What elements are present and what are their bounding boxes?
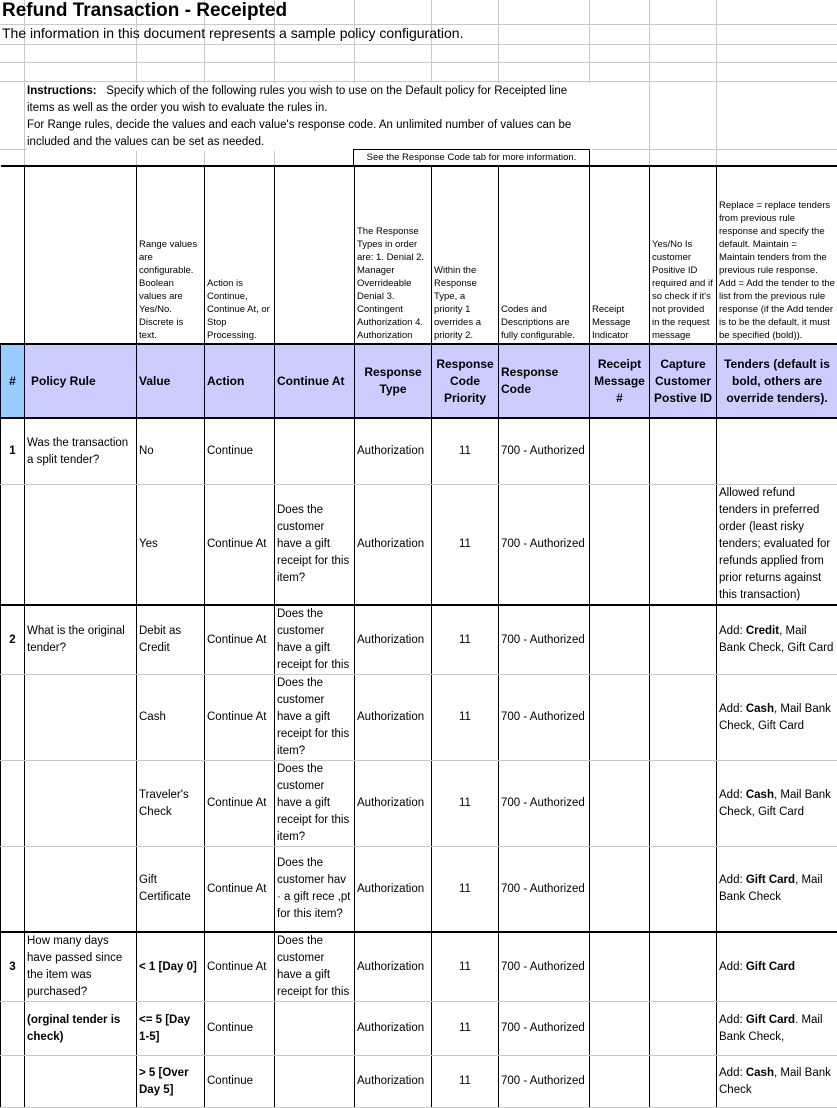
action: Continue At (205, 485, 275, 606)
capture-customer-id (650, 1056, 717, 1108)
priority: 11 (432, 418, 499, 485)
note-tenders: Replace = replace tenders from previous rule response and specify the default. Maintain = Maintain tenders from the previous rule response. Add = Add the tender to the list from the previous rule response (if the Add tender is to be the default, it must be specified (bold)). (717, 166, 837, 344)
tenders: Add: Cash, Mail Bank Check (717, 1056, 837, 1108)
tenders: Add: Gift Card, Mail Bank Check (717, 847, 837, 933)
policy-rule (25, 847, 137, 933)
action: Continue At (205, 847, 275, 933)
response-type: Authorization (355, 605, 432, 675)
value: No (137, 418, 205, 485)
table-row (1, 1002, 837, 1056)
continue-at (275, 418, 355, 485)
value: Cash (137, 675, 205, 761)
header-receipt: Receipt Message # (590, 344, 650, 418)
receipt-message (590, 675, 650, 761)
capture-customer-id (650, 485, 717, 606)
tenders (717, 418, 837, 485)
response-type: Authorization (355, 932, 432, 1002)
action: Continue (205, 1002, 275, 1056)
response-type: Authorization (355, 761, 432, 847)
table-row (1, 1056, 837, 1108)
policy-rule: How many days have passed since the item was purchased? (25, 932, 137, 1002)
response-code: 700 - Authorized (499, 1002, 590, 1056)
header-priority: Response Code Priority (432, 344, 499, 418)
tenders: Add: Cash, Mail Bank Check, Gift Card (717, 675, 837, 761)
table-row (1, 932, 837, 1002)
value: <= 5 [Day 1-5] (137, 1002, 205, 1056)
continue-at: Does the customer have a gift receipt for this item? (275, 485, 355, 606)
receipt-message (590, 1002, 650, 1056)
policy-rule (25, 675, 137, 761)
policy-rule (25, 1056, 137, 1108)
response-code: 700 - Authorized (499, 485, 590, 606)
action: Continue At (205, 932, 275, 1002)
instructions-line2: For Range rules, decide the values and each value's response code. An unlimited number of values can be included and the values can be set as needed. (27, 117, 592, 151)
response-type: Authorization (355, 418, 432, 485)
value: Gift Certificate (137, 847, 205, 933)
response-type: Authorization (355, 675, 432, 761)
value: Traveler's Check (137, 761, 205, 847)
action: Continue At (205, 605, 275, 675)
instructions (27, 83, 592, 151)
row-number (1, 847, 25, 933)
capture-customer-id (650, 932, 717, 1002)
priority: 11 (432, 485, 499, 606)
note-code: Codes and Descriptions are fully configurable. (499, 166, 590, 344)
continue-at: Does the customer have a gift receipt for this item? (275, 675, 355, 761)
response-code: 700 - Authorized (499, 675, 590, 761)
receipt-message (590, 932, 650, 1002)
receipt-message (590, 761, 650, 847)
row-number (1, 485, 25, 606)
action: Continue At (205, 761, 275, 847)
header-policy-rule: Policy Rule (25, 344, 137, 418)
table-row (1, 675, 837, 761)
value: > 5 [Over Day 5] (137, 1056, 205, 1108)
priority: 11 (432, 932, 499, 1002)
capture-customer-id (650, 847, 717, 933)
row-number (1, 761, 25, 847)
continue-at: Does the customer hav · a gift rece ,pt for this item? (275, 847, 355, 933)
table-row (1, 761, 837, 847)
policy-rule (25, 761, 137, 847)
table-row (1, 605, 837, 675)
receipt-message (590, 1056, 650, 1108)
continue-at (275, 1056, 355, 1108)
policy-table (0, 165, 837, 1108)
row-number: 1 (1, 418, 25, 485)
capture-customer-id (650, 605, 717, 675)
row-number (1, 675, 25, 761)
policy-rule (25, 485, 137, 606)
priority: 11 (432, 675, 499, 761)
response-code: 700 - Authorized (499, 605, 590, 675)
capture-customer-id (650, 418, 717, 485)
continue-at (275, 1002, 355, 1056)
header-row (1, 344, 837, 418)
response-type: Authorization (355, 847, 432, 933)
row-number: 2 (1, 605, 25, 675)
value: < 1 [Day 0] (137, 932, 205, 1002)
notes-row (1, 166, 837, 344)
response-code: 700 - Authorized (499, 1056, 590, 1108)
value: Yes (137, 485, 205, 606)
priority: 11 (432, 1002, 499, 1056)
receipt-message (590, 485, 650, 606)
action: Continue At (205, 675, 275, 761)
continue-at: Does the customer have a gift receipt for this (275, 932, 355, 1002)
response-type: Authorization (355, 1002, 432, 1056)
tenders: Add: Gift Card (717, 932, 837, 1002)
response-code-note: See the Response Code tab for more information. (353, 149, 590, 166)
capture-customer-id (650, 761, 717, 847)
capture-customer-id (650, 1002, 717, 1056)
response-code: 700 - Authorized (499, 761, 590, 847)
table-row (1, 418, 837, 485)
header-tenders: Tenders (default is bold, others are override tenders). (717, 344, 837, 418)
row-number (1, 1056, 25, 1108)
response-code: 700 - Authorized (499, 932, 590, 1002)
priority: 11 (432, 605, 499, 675)
note-receipt: Receipt Message Indicator (590, 166, 650, 344)
receipt-message (590, 605, 650, 675)
continue-at: Does the customer have a gift receipt for this (275, 605, 355, 675)
receipt-message (590, 847, 650, 933)
receipt-message (590, 418, 650, 485)
policy-rule: (orginal tender is check) (25, 1002, 137, 1056)
row-number: 3 (1, 932, 25, 1002)
response-code: 700 - Authorized (499, 847, 590, 933)
response-code: 700 - Authorized (499, 418, 590, 485)
response-type: Authorization (355, 485, 432, 606)
row-number (1, 1002, 25, 1056)
tenders: Allowed refund tenders in preferred order (least risky tenders; evaluated for refunds applied from prior returns against this transaction) (717, 485, 837, 606)
action: Continue (205, 1056, 275, 1108)
header-capture: Capture Customer Postive ID (650, 344, 717, 418)
note-capture: Yes/No Is customer Positive ID required and if so check if it's not provided in the request message (650, 166, 717, 344)
priority: 11 (432, 1056, 499, 1108)
capture-customer-id (650, 675, 717, 761)
note-response-type: The Response Types in order are: 1. Denial 2. Manager Overrideable Denial 3. Contingent Authorization 4. Authorization (355, 166, 432, 344)
response-type: Authorization (355, 1056, 432, 1108)
header-continue-at: Continue At (275, 344, 355, 418)
header-response-type: Response Type (355, 344, 432, 418)
continue-at: Does the customer have a gift receipt for this item? (275, 761, 355, 847)
instructions-label: Instructions: (27, 85, 97, 97)
priority: 11 (432, 761, 499, 847)
tenders: Add: Cash, Mail Bank Check, Gift Card (717, 761, 837, 847)
header-value: Value (137, 344, 205, 418)
header-action: Action (205, 344, 275, 418)
action: Continue (205, 418, 275, 485)
document-title: Refund Transaction - Receipted (2, 0, 287, 22)
policy-rule: What is the original tender? (25, 605, 137, 675)
header-num: # (1, 344, 25, 418)
note-priority: Within the Response Type, a priority 1 overrides a priority 2. (432, 166, 499, 344)
note-action: Action is Continue, Continue At, or Stop Processing. (205, 166, 275, 344)
policy-rule: Was the transaction a split tender? (25, 418, 137, 485)
instructions-line1: Specify which of the following rules you wish to use on the Default policy for Receipted line items as well as the order you wish to evaluate the rules in. (27, 85, 567, 114)
document-subtitle: The information in this document represents a sample policy configuration. (2, 25, 463, 41)
note-value: Range values are configurable. Boolean values are Yes/No. Discrete is text. (137, 166, 205, 344)
table-row (1, 847, 837, 933)
value: Debit as Credit (137, 605, 205, 675)
tenders: Add: Credit, Mail Bank Check, Gift Card (717, 605, 837, 675)
tenders: Add: Gift Card. Mail Bank Check, (717, 1002, 837, 1056)
table-row (1, 485, 837, 606)
header-response-code: Response Code (499, 344, 590, 418)
priority: 11 (432, 847, 499, 933)
